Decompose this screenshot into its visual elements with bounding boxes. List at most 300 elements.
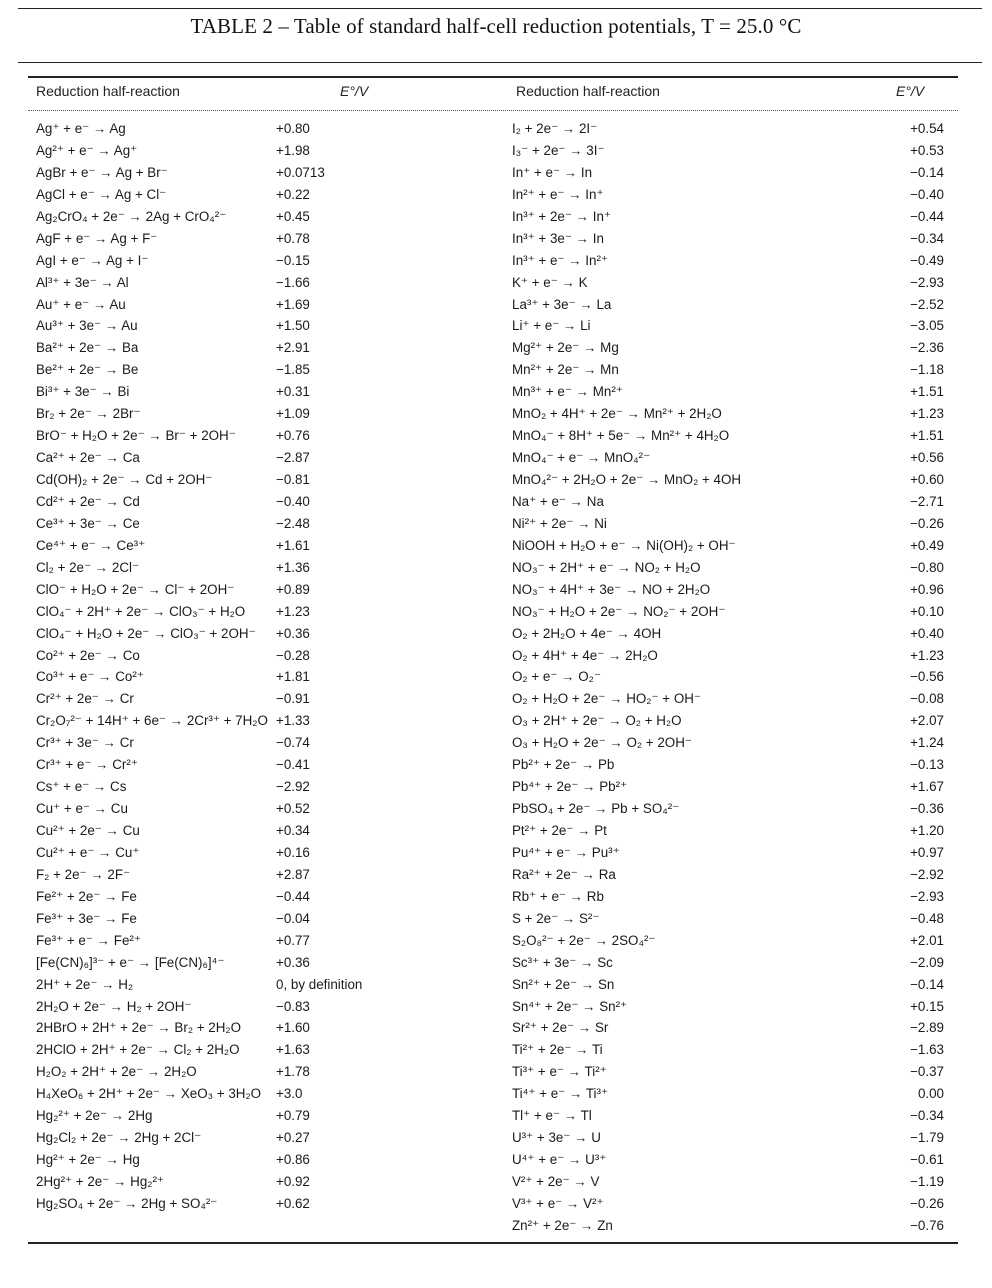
half-reaction: K⁺ + e⁻ → K [512, 274, 588, 290]
reduction-potential: +0.53 [910, 142, 944, 158]
half-reaction: Sn²⁺ + 2e⁻ → Sn [512, 976, 615, 992]
table-row [36, 974, 476, 996]
table-row [36, 579, 476, 601]
half-reaction: Ag²⁺ + e⁻ → Ag⁺ [36, 142, 138, 158]
reduction-potential: 0, by definition [276, 976, 363, 992]
table-row [36, 469, 476, 491]
half-reaction: Be²⁺ + 2e⁻ → Be [36, 362, 139, 378]
reduction-potential: +0.77 [276, 932, 310, 948]
half-reaction: PbSO₄ + 2e⁻ → Pb + SO₄²⁻ [512, 801, 680, 817]
table-row [36, 425, 476, 447]
half-reaction: Cr²⁺ + 2e⁻ → Cr [36, 691, 134, 707]
reduction-potential: +1.69 [276, 296, 310, 312]
table-row [36, 798, 476, 820]
reduction-potential: +1.98 [276, 142, 310, 158]
reduction-potential: −0.28 [276, 647, 310, 663]
table-row [512, 579, 952, 601]
table-row [36, 1061, 476, 1083]
table-row [512, 996, 952, 1018]
table-row [36, 754, 476, 776]
reduction-potential: +0.16 [276, 844, 310, 860]
table-row [512, 645, 952, 667]
half-reaction: ClO⁻ + H₂O + 2e⁻ → Cl⁻ + 2OH⁻ [36, 581, 235, 597]
table-row [36, 294, 476, 316]
table-row [36, 1127, 476, 1149]
table-row [512, 601, 952, 623]
half-reaction: Ra²⁺ + 2e⁻ → Ra [512, 866, 616, 882]
half-reaction: Cd²⁺ + 2e⁻ → Cd [36, 493, 140, 509]
half-reaction: U³⁺ + 3e⁻ → U [512, 1130, 601, 1146]
half-reaction: Hg₂SO₄ + 2e⁻ → 2Hg + SO₄²⁻ [36, 1195, 218, 1211]
table-row [36, 491, 476, 513]
half-reaction: O₂ + 4H⁺ + 4e⁻ → 2H₂O [512, 647, 658, 663]
reduction-potential: +2.91 [276, 340, 310, 356]
table-row [512, 864, 952, 886]
half-reaction: Mg²⁺ + 2e⁻ → Mg [512, 340, 619, 356]
reduction-potential: −0.48 [910, 910, 944, 926]
table-row [36, 908, 476, 930]
reduction-potential: −1.19 [910, 1174, 944, 1189]
table-row [36, 315, 476, 337]
table-row [512, 1083, 952, 1105]
half-reaction: Ti²⁺ + 2e⁻ → Ti [512, 1042, 603, 1058]
reduction-potential: −0.13 [910, 757, 944, 773]
table-row [512, 666, 952, 688]
reduction-potential: +0.89 [276, 581, 310, 597]
reduction-potential: −0.81 [276, 472, 310, 487]
table-row [36, 952, 476, 974]
half-reaction: [Fe(CN)₆]³⁻ + e⁻ → [Fe(CN)₆]⁴⁻ [36, 954, 225, 970]
half-reaction: Ce⁴⁺ + e⁻ → Ce³⁺ [36, 537, 146, 553]
reduction-potential: +0.52 [276, 801, 310, 817]
half-reaction: MnO₄²⁻ + 2H₂O + 2e⁻ → MnO₂ + 4OH [512, 472, 742, 487]
reduction-potential: −2.93 [910, 888, 944, 904]
half-reaction: Cu²⁺ + 2e⁻ → Cu [36, 823, 140, 838]
reduction-potential: +1.50 [276, 318, 310, 334]
half-reaction: AgBr + e⁻ → Ag + Br⁻ [36, 164, 168, 180]
half-reaction: S₂O₈²⁻ + 2e⁻ → 2SO₄²⁻ [512, 932, 656, 948]
header-top-rule [28, 76, 958, 78]
table-row [36, 162, 476, 184]
table-row [36, 864, 476, 886]
table-row [36, 403, 476, 425]
table-row [512, 206, 952, 228]
half-reaction: Tl⁺ + e⁻ → Tl [512, 1108, 592, 1124]
reduction-potential: +0.97 [910, 844, 944, 860]
table-row [512, 1215, 952, 1237]
half-reaction: 2H₂O + 2e⁻ → H₂ + 2OH⁻ [36, 998, 192, 1014]
table-row [512, 974, 952, 996]
half-reaction: In⁺ + e⁻ → In [512, 164, 593, 180]
half-reaction: MnO₄⁻ + e⁻ → MnO₄²⁻ [512, 450, 651, 466]
reduction-potential: +0.62 [276, 1195, 310, 1211]
reduction-potential: +0.0713 [276, 164, 325, 180]
table-row [512, 337, 952, 359]
reduction-potential: +0.56 [910, 450, 944, 466]
half-reaction: Ba²⁺ + 2e⁻ → Ba [36, 340, 139, 356]
reduction-potential: +1.61 [276, 537, 310, 553]
table-row [512, 359, 952, 381]
half-reaction: AgCl + e⁻ → Ag + Cl⁻ [36, 186, 167, 202]
table-row [36, 1039, 476, 1061]
half-reaction: Bi³⁺ + 3e⁻ → Bi [36, 384, 130, 400]
reduction-potential: −1.66 [276, 274, 310, 290]
half-reaction: Hg₂²⁺ + 2e⁻ → 2Hg [36, 1108, 153, 1124]
reduction-potential: +1.63 [276, 1042, 310, 1058]
table-row [512, 732, 952, 754]
table-row [512, 1039, 952, 1061]
table-row [512, 381, 952, 403]
table-row [36, 535, 476, 557]
table-row [512, 930, 952, 952]
reduction-potential: −2.92 [910, 866, 944, 882]
table-row [36, 272, 476, 294]
reduction-potential: +1.60 [276, 1020, 310, 1036]
reduction-potential: −1.18 [910, 362, 944, 378]
table-row [36, 118, 476, 140]
half-reaction: O₃ + H₂O + 2e⁻ → O₂ + 2OH⁻ [512, 735, 692, 751]
table-row [36, 930, 476, 952]
table-row [36, 666, 476, 688]
half-reaction: Pt²⁺ + 2e⁻ → Pt [512, 823, 607, 838]
reduction-potential: −2.71 [910, 493, 944, 509]
half-reaction: O₂ + 2H₂O + 4e⁻ → 4OH [512, 625, 662, 641]
half-reaction: O₂ + H₂O + 2e⁻ → HO₂⁻ + OH⁻ [512, 691, 701, 707]
reduction-potential: −0.08 [910, 691, 944, 707]
reduction-potential: −0.44 [910, 208, 944, 224]
half-reaction: Na⁺ + e⁻ → Na [512, 493, 604, 509]
half-reaction: Cr³⁺ + 3e⁻ → Cr [36, 735, 134, 751]
table-row [36, 601, 476, 623]
reduction-potential: −0.74 [276, 735, 310, 751]
reduction-potential: +1.67 [910, 779, 944, 795]
reduction-potential: +1.78 [276, 1064, 310, 1080]
half-reaction: Ag₂CrO₄ + 2e⁻ → 2Ag + CrO₄²⁻ [36, 208, 227, 224]
table-row [36, 1149, 476, 1171]
reduction-potential: +0.22 [276, 186, 310, 202]
table-row [36, 381, 476, 403]
reduction-potential: −1.63 [910, 1042, 944, 1058]
reduction-potential: +1.23 [910, 647, 944, 663]
half-reaction: Fe³⁺ + e⁻ → Fe²⁺ [36, 932, 141, 948]
table-row [512, 162, 952, 184]
half-reaction: ClO₄⁻ + 2H⁺ + 2e⁻ → ClO₃⁻ + H₂O [36, 603, 246, 619]
half-reaction: Fe²⁺ + 2e⁻ → Fe [36, 888, 137, 904]
half-reaction: BrO⁻ + H₂O + 2e⁻ → Br⁻ + 2OH⁻ [36, 428, 236, 444]
half-reaction: Pb⁴⁺ + 2e⁻ → Pb²⁺ [512, 779, 628, 795]
reduction-potential: −0.41 [276, 757, 310, 773]
table-row [36, 513, 476, 535]
half-reaction: O₃ + 2H⁺ + 2e⁻ → O₂ + H₂O [512, 713, 682, 729]
reduction-potential: −0.56 [910, 669, 944, 685]
left-column [36, 118, 476, 1215]
table-row [512, 1193, 952, 1215]
reduction-potential: −0.26 [910, 1195, 944, 1211]
table-row [512, 140, 952, 162]
half-reaction: ClO₄⁻ + H₂O + 2e⁻ → ClO₃⁻ + 2OH⁻ [36, 625, 256, 641]
table-row [36, 623, 476, 645]
reduction-potential: +1.23 [910, 406, 944, 422]
half-reaction: Mn²⁺ + 2e⁻ → Mn [512, 362, 619, 378]
half-reaction: Li⁺ + e⁻ → Li [512, 318, 591, 334]
half-reaction: In³⁺ + e⁻ → In²⁺ [512, 252, 608, 268]
reduction-potential: +0.54 [910, 121, 944, 136]
table-row [512, 842, 952, 864]
reduction-potential: −0.37 [910, 1064, 944, 1080]
table-row [512, 1017, 952, 1039]
table-row [36, 886, 476, 908]
table-row [36, 996, 476, 1018]
half-reaction: Cd(OH)₂ + 2e⁻ → Cd + 2OH⁻ [36, 472, 213, 487]
table-row [36, 1083, 476, 1105]
half-reaction: H₂O₂ + 2H⁺ + 2e⁻ → 2H₂O [36, 1064, 197, 1080]
half-reaction: MnO₄⁻ + 8H⁺ + 5e⁻ → Mn²⁺ + 4H₂O [512, 428, 730, 444]
half-reaction: Co²⁺ + 2e⁻ → Co [36, 647, 140, 663]
reduction-potential: +3.0 [276, 1086, 303, 1102]
table-row [512, 294, 952, 316]
half-reaction: Pu⁴⁺ + e⁻ → Pu³⁺ [512, 844, 620, 860]
reduction-potential: −3.05 [910, 318, 944, 334]
table-row [512, 1171, 952, 1193]
reduction-potential: +2.07 [910, 713, 944, 729]
half-reaction: AgF + e⁻ → Ag + F⁻ [36, 230, 158, 246]
half-reaction: Cu⁺ + e⁻ → Cu [36, 801, 128, 817]
table-row [512, 1105, 952, 1127]
reduction-potential: −0.34 [910, 230, 944, 246]
reduction-potential: +1.51 [910, 384, 944, 400]
reduction-potential: −0.61 [910, 1152, 944, 1168]
table-row [512, 447, 952, 469]
half-reaction: Al³⁺ + 3e⁻ → Al [36, 274, 129, 290]
reduction-potential: −2.92 [276, 779, 310, 795]
table-row [36, 359, 476, 381]
half-reaction: Cr³⁺ + e⁻ → Cr²⁺ [36, 757, 138, 773]
reduction-potential: +1.81 [276, 669, 310, 685]
half-reaction: In²⁺ + e⁻ → In⁺ [512, 186, 604, 202]
table-row [512, 403, 952, 425]
half-reaction: H₄XeO₆ + 2H⁺ + 2e⁻ → XeO₃ + 3H₂O [36, 1086, 262, 1102]
half-reaction: Sr²⁺ + 2e⁻ → Sr [512, 1020, 609, 1036]
half-reaction: Au⁺ + e⁻ → Au [36, 296, 126, 312]
half-reaction: Ag⁺ + e⁻ → Ag [36, 121, 126, 136]
reduction-potential: −0.14 [910, 164, 944, 180]
table-row [512, 535, 952, 557]
half-reaction: NO₃⁻ + 2H⁺ + e⁻ → NO₂ + H₂O [512, 559, 701, 575]
half-reaction: Sc³⁺ + 3e⁻ → Sc [512, 954, 613, 970]
table-row [36, 1171, 476, 1193]
reduction-potential: +0.60 [910, 472, 944, 487]
table-row [512, 688, 952, 710]
table-row [512, 250, 952, 272]
reduction-potential: +2.01 [910, 932, 944, 948]
reduction-potential: −0.36 [910, 801, 944, 817]
half-reaction: O₂ + e⁻ → O₂⁻ [512, 669, 601, 685]
reduction-potential: +1.09 [276, 406, 310, 422]
table-row [36, 710, 476, 732]
top-rule [18, 8, 982, 9]
reduction-potential: −0.40 [910, 186, 944, 202]
half-reaction: Cl₂ + 2e⁻ → 2Cl⁻ [36, 559, 140, 575]
reduction-potential: +1.23 [276, 603, 310, 619]
half-reaction: U⁴⁺ + e⁻ → U³⁺ [512, 1152, 607, 1168]
reduction-potential: −0.15 [276, 252, 310, 268]
half-reaction: La³⁺ + 3e⁻ → La [512, 296, 612, 312]
reduction-potential: −2.87 [276, 450, 310, 466]
table-row [512, 184, 952, 206]
half-reaction: Ti⁴⁺ + e⁻ → Ti³⁺ [512, 1086, 609, 1102]
table-row [36, 557, 476, 579]
table-row [36, 337, 476, 359]
reduction-potential: −0.83 [276, 998, 310, 1014]
table-row [36, 776, 476, 798]
half-reaction: Au³⁺ + 3e⁻ → Au [36, 318, 138, 334]
table-row [36, 447, 476, 469]
reduction-potential: +0.45 [276, 208, 310, 224]
reduction-potential: −2.36 [910, 340, 944, 356]
half-reaction: 2HBrO + 2H⁺ + 2e⁻ → Br₂ + 2H₂O [36, 1020, 242, 1036]
table-row [36, 820, 476, 842]
reduction-potential: +0.79 [276, 1108, 310, 1124]
reduction-potential: +0.31 [276, 384, 310, 400]
reduction-potential: −0.80 [910, 559, 944, 575]
table-row [512, 1061, 952, 1083]
title-bottom-rule [18, 62, 982, 63]
reduction-potential: −1.79 [910, 1130, 944, 1146]
table-row [512, 228, 952, 250]
reduction-potential: +0.40 [910, 625, 944, 641]
reduction-potential: +1.33 [276, 713, 310, 729]
half-reaction: MnO₂ + 4H⁺ + 2e⁻ → Mn²⁺ + 2H₂O [512, 406, 722, 422]
table-row [36, 250, 476, 272]
table-row [512, 820, 952, 842]
reduction-potential: −0.49 [910, 252, 944, 268]
half-reaction: 2Hg²⁺ + 2e⁻ → Hg₂²⁺ [36, 1174, 164, 1189]
table-row [512, 776, 952, 798]
half-reaction: NO₃⁻ + 4H⁺ + 3e⁻ → NO + 2H₂O [512, 581, 711, 597]
reduction-potential: +0.86 [276, 1152, 310, 1168]
half-reaction: Ni²⁺ + 2e⁻ → Ni [512, 515, 607, 531]
half-reaction: Cr₂O₇²⁻ + 14H⁺ + 6e⁻ → 2Cr³⁺ + 7H₂O [36, 713, 268, 729]
half-reaction: Fe³⁺ + 3e⁻ → Fe [36, 910, 137, 926]
half-reaction: F₂ + 2e⁻ → 2F⁻ [36, 866, 131, 882]
reduction-potential: −2.93 [910, 274, 944, 290]
reduction-potential: −0.14 [910, 976, 944, 992]
half-reaction: V²⁺ + 2e⁻ → V [512, 1174, 600, 1189]
table-row [36, 842, 476, 864]
reduction-potential: −2.52 [910, 296, 944, 312]
table-row [512, 1127, 952, 1149]
reduction-potential: +0.15 [910, 998, 944, 1014]
reduction-potential: −0.04 [276, 910, 310, 926]
table-row [512, 710, 952, 732]
half-reaction: Ce³⁺ + 3e⁻ → Ce [36, 515, 140, 531]
reduction-potential: −0.76 [910, 1217, 944, 1233]
reduction-potential: +0.36 [276, 954, 310, 970]
table-row [36, 1193, 476, 1215]
table-row [512, 513, 952, 535]
half-reaction: I₃⁻ + 2e⁻ → 3I⁻ [512, 142, 605, 158]
reduction-potential: +0.36 [276, 625, 310, 641]
header-reaction-right: Reduction half-reaction [516, 83, 660, 99]
table-row [512, 908, 952, 930]
half-reaction: In³⁺ + 3e⁻ → In [512, 230, 604, 246]
table-row [512, 272, 952, 294]
header-potential-left: E°/V [340, 83, 369, 99]
reduction-potential: −2.48 [276, 515, 310, 531]
table-row [512, 754, 952, 776]
table-row [512, 118, 952, 140]
table-row [512, 469, 952, 491]
half-reaction: Hg₂Cl₂ + 2e⁻ → 2Hg + 2Cl⁻ [36, 1130, 202, 1146]
half-reaction: S + 2e⁻ → S²⁻ [512, 910, 600, 926]
reduction-potential: +0.92 [276, 1174, 310, 1189]
reduction-potential: +0.96 [910, 581, 944, 597]
reduction-potential: −0.91 [276, 691, 310, 707]
bottom-rule [28, 1242, 958, 1244]
reduction-potential: +1.51 [910, 428, 944, 444]
half-reaction: 2H⁺ + 2e⁻ → H₂ [36, 976, 134, 992]
table-row [36, 184, 476, 206]
half-reaction: Cs⁺ + e⁻ → Cs [36, 779, 127, 795]
half-reaction: Zn²⁺ + 2e⁻ → Zn [512, 1217, 613, 1233]
table-row [36, 732, 476, 754]
half-reaction: NO₃⁻ + H₂O + 2e⁻ → NO₂⁻ + 2OH⁻ [512, 603, 726, 619]
table-row [36, 140, 476, 162]
half-reaction: Br₂ + 2e⁻ → 2Br⁻ [36, 406, 141, 422]
half-reaction: AgI + e⁻ → Ag + I⁻ [36, 252, 149, 268]
table-row [36, 206, 476, 228]
half-reaction: In³⁺ + 2e⁻ → In⁺ [512, 208, 611, 224]
reduction-potential: +1.36 [276, 559, 310, 575]
half-reaction: I₂ + 2e⁻ → 2I⁻ [512, 121, 598, 136]
half-reaction: Mn³⁺ + e⁻ → Mn²⁺ [512, 384, 623, 400]
table-row [512, 315, 952, 337]
header-potential-right: E°/V [896, 83, 925, 99]
table-row [36, 228, 476, 250]
half-reaction: Ca²⁺ + 2e⁻ → Ca [36, 450, 140, 466]
table-row [512, 1149, 952, 1171]
table-row [36, 688, 476, 710]
half-reaction: Pb²⁺ + 2e⁻ → Pb [512, 757, 615, 773]
reduction-potential: +0.49 [910, 537, 944, 553]
reduction-potential: +2.87 [276, 866, 310, 882]
table-row [512, 425, 952, 447]
table-row [36, 645, 476, 667]
half-reaction: V³⁺ + e⁻ → V²⁺ [512, 1195, 604, 1211]
reduction-potential: +0.34 [276, 823, 310, 838]
table-row [512, 623, 952, 645]
half-reaction: NiOOH + H₂O + e⁻ → Ni(OH)₂ + OH⁻ [512, 537, 736, 553]
reduction-potential: −2.89 [910, 1020, 944, 1036]
reduction-potential: −0.44 [276, 888, 310, 904]
table-row [36, 1017, 476, 1039]
reduction-potential: +1.24 [910, 735, 944, 751]
half-reaction: Rb⁺ + e⁻ → Rb [512, 888, 604, 904]
half-reaction: Cu²⁺ + e⁻ → Cu⁺ [36, 844, 140, 860]
table-row [512, 557, 952, 579]
table-row [512, 798, 952, 820]
half-reaction: Sn⁴⁺ + 2e⁻ → Sn²⁺ [512, 998, 628, 1014]
table-title: TABLE 2 – Table of standard half-cell reduction potentials, T = 25.0 °C [190, 14, 802, 38]
reduction-potential: −1.85 [276, 362, 310, 378]
reduction-potential: +0.10 [910, 603, 944, 619]
table-row [512, 886, 952, 908]
header-dotted-rule [28, 110, 958, 111]
reduction-potential: +0.76 [276, 428, 310, 444]
half-reaction: Co³⁺ + e⁻ → Co²⁺ [36, 669, 144, 685]
half-reaction: Ti³⁺ + e⁻ → Ti²⁺ [512, 1064, 607, 1080]
reduction-potential: 0.00 [917, 1086, 944, 1102]
